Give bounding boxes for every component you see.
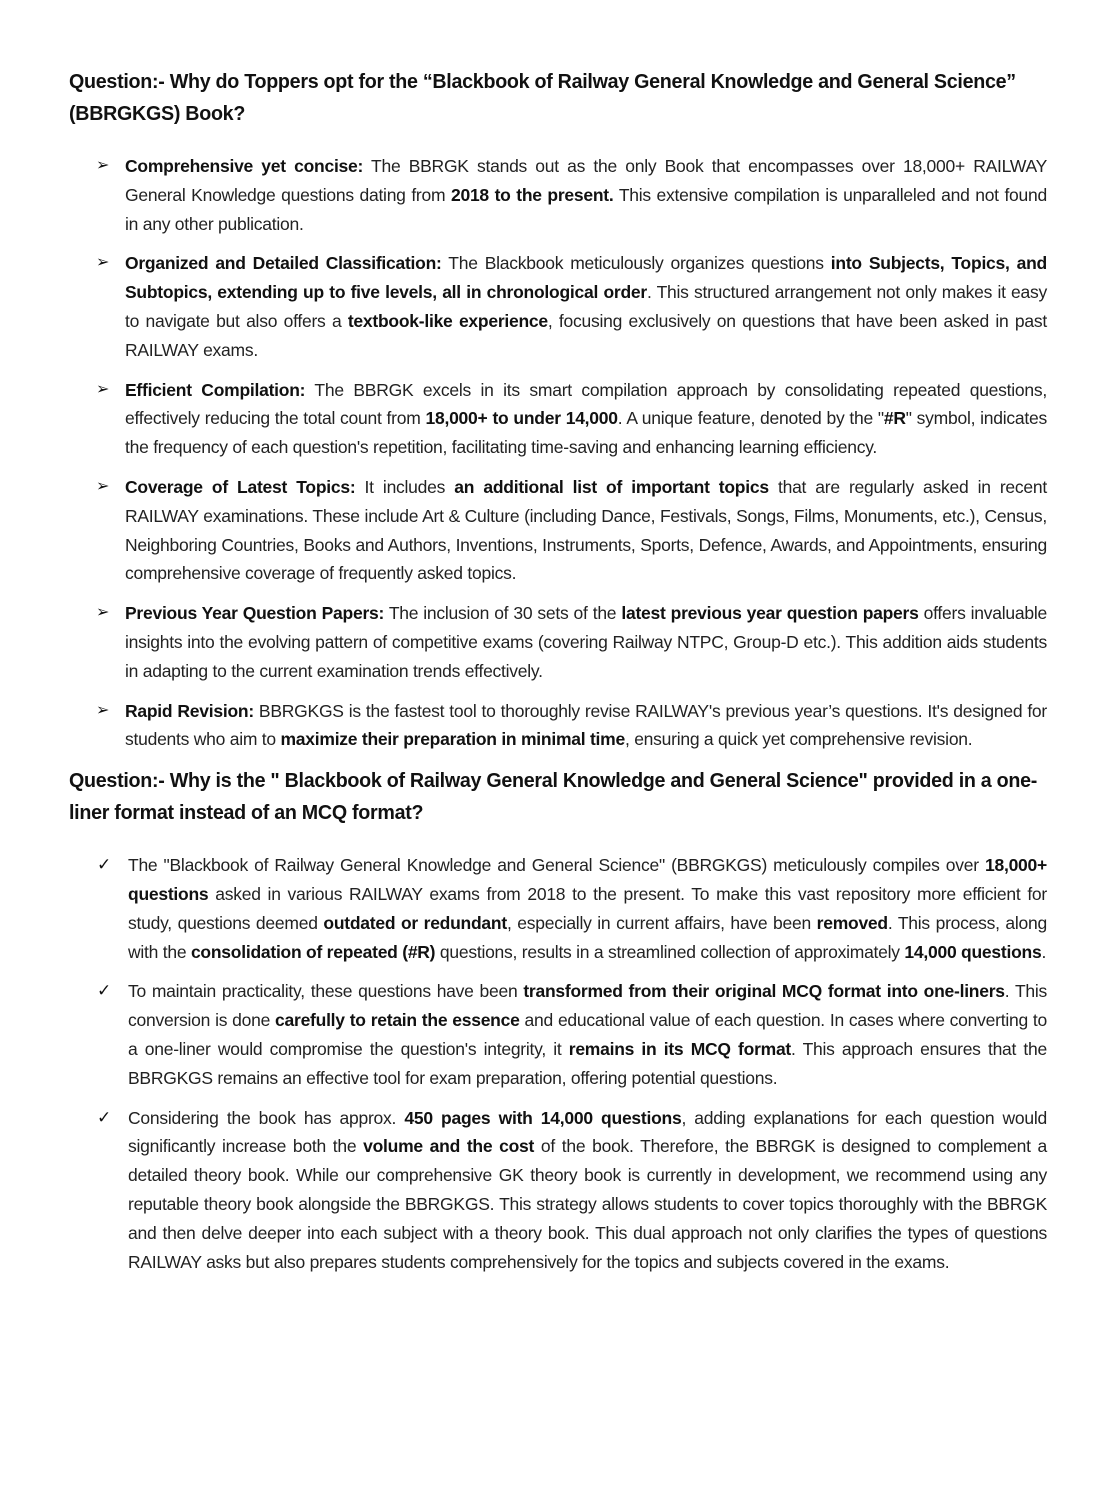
bold-text: 450 pages with 14,000 questions bbox=[404, 1107, 682, 1128]
bold-text: 14,000 questions bbox=[904, 941, 1042, 962]
bold-text: maximize their preparation in minimal time bbox=[280, 729, 625, 750]
body-text: questions, results in a streamlined collection of approximately bbox=[435, 941, 905, 962]
body-text: , adding explanations for each question would significantly increase both the bbox=[128, 1107, 1047, 1157]
body-text: Considering the book has approx. bbox=[128, 1107, 405, 1128]
bold-text: removed bbox=[816, 912, 888, 933]
checkmark-bullet-icon: ✓ bbox=[97, 981, 111, 1001]
list-item bbox=[69, 851, 1047, 966]
body-text: The BBRGK excels in its smart compilation approach by consolidating repeated questions, effectively reducing the total count from bbox=[125, 379, 1047, 429]
bold-text: into Subjects, Topics, and Subtopics, extending up to five levels, all in chronological order bbox=[125, 253, 1047, 303]
checkmark-bullet-icon: ✓ bbox=[97, 1107, 111, 1127]
arrowhead-bullet-icon: ➢ bbox=[96, 604, 110, 622]
body-text: BBRGKGS is the fastest tool to thoroughly revise RAILWAY's previous year’s questions. It's designed for students who aim to bbox=[125, 700, 1047, 750]
bold-text: outdated or redundant bbox=[323, 912, 507, 933]
body-text: . bbox=[1041, 941, 1047, 962]
list-item bbox=[69, 977, 1047, 1092]
bold-text: transformed from their original MCQ format into one-liners bbox=[523, 981, 1005, 1002]
body-text: The "Blackbook of Railway General Knowledge and General Science" (BBRGKGS) meticulously compiles over bbox=[128, 855, 985, 876]
bold-text: remains in its MCQ format bbox=[568, 1038, 791, 1059]
question-heading-one-liner-format: Question:- Why is the " Blackbook of Railway General Knowledge and General Science" provided in a one-liner format instead of an MCQ format? bbox=[69, 769, 1038, 825]
bold-text: #R bbox=[883, 408, 906, 429]
bold-text: latest previous year question papers bbox=[621, 603, 919, 624]
feature-bullet-list bbox=[69, 152, 1047, 754]
body-text: . A unique feature, denoted by the " bbox=[617, 408, 884, 429]
body-text: , ensuring a quick yet comprehensive revision. bbox=[624, 729, 973, 750]
body-text: The BBRGK stands out as the only Book that encompasses over 18,000+ RAILWAY General Knowledge questions dating from bbox=[125, 156, 1047, 205]
body-text: that are regularly asked in recent RAILWAY examinations. These include Art & Culture (including Dance, Festivals, Songs, Films, Monuments, etc.), Census, Neighboring Countries, Books and Authors, Inventions, Instruments, Sports, Defence, Awards, and Appointments, ensuring comprehensive coverage of frequently asked topics. bbox=[125, 476, 1047, 584]
body-text: The inclusion of 30 sets of the bbox=[384, 603, 622, 624]
body-text: The Blackbook meticulously organizes questions bbox=[441, 253, 831, 274]
bold-text: carefully to retain the essence bbox=[275, 1010, 520, 1031]
bold-text: Rapid Revision: bbox=[125, 700, 254, 721]
bold-text: 18,000+ to under 14,000 bbox=[425, 408, 618, 429]
arrowhead-bullet-icon: ➢ bbox=[96, 157, 110, 174]
list-item bbox=[69, 473, 1047, 588]
list-item bbox=[69, 249, 1047, 364]
bold-text: 18,000+ questions bbox=[128, 855, 1047, 904]
body-text: It includes bbox=[355, 476, 455, 497]
document-page bbox=[69, 66, 1047, 1287]
body-text: . This conversion is done bbox=[128, 981, 1048, 1031]
list-item bbox=[69, 376, 1047, 462]
body-text: of the book. Therefore, the BBRGK is designed to complement a detailed theory book. While our comprehensive GK theory book is currently in development, we recommend using any reputable theory book alongside the BBRGKGS. This strategy allows students to cover topics thoroughly with the BBRGK and then delve deeper into each subject with a theory book. This dual approach not only clarifies the types of questions RAILWAY asks but also prepares students comprehensively for the topics and subjects covered in the exams. bbox=[128, 1136, 1047, 1272]
list-item bbox=[69, 152, 1047, 238]
bold-text: 2018 to the present. bbox=[450, 184, 614, 205]
question-heading-toppers: Question:- Why do Toppers opt for the “Blackbook of Railway General Knowledge and General Science” (BBRGKGS) Book? bbox=[69, 70, 1016, 125]
list-item bbox=[69, 599, 1047, 685]
bold-text: textbook-like experience bbox=[347, 310, 548, 331]
body-text: " symbol, indicates the frequency of each question's repetition, facilitating time-saving and enhancing learning efficiency. bbox=[125, 408, 1047, 458]
checkmark-bullet-icon: ✓ bbox=[97, 855, 111, 875]
bold-text: Coverage of Latest Topics: bbox=[125, 476, 356, 497]
body-text: . This approach ensures that the BBRGKGS remains an effective tool for exam preparation, offering potential questions. bbox=[128, 1038, 1047, 1088]
bold-text: Comprehensive yet concise: bbox=[125, 156, 364, 176]
body-text: , focusing exclusively on questions that have been asked in past RAILWAY exams. bbox=[125, 310, 1048, 360]
list-item bbox=[69, 697, 1047, 755]
body-text: offers invaluable insights into the evolving pattern of competitive exams (covering Railway NTPC, Group-D etc.). This addition aids students in adapting to the current examination trends effectively. bbox=[125, 603, 1047, 681]
body-text: asked in various RAILWAY exams from 2018 to the present. To make this vast repository more efficient for study, questions deemed bbox=[128, 883, 1047, 933]
bold-text: Organized and Detailed Classification: bbox=[125, 253, 442, 274]
body-text: This extensive compilation is unparalleled and not found in any other publication. bbox=[125, 184, 1047, 234]
arrowhead-bullet-icon: ➢ bbox=[96, 477, 110, 495]
bold-text: an additional list of important topics bbox=[454, 476, 769, 497]
body-text: . This structured arrangement not only makes it easy to navigate but also offers a bbox=[125, 282, 1047, 331]
arrowhead-bullet-icon: ➢ bbox=[96, 254, 110, 272]
bold-text: volume and the cost bbox=[363, 1136, 535, 1157]
reason-checklist bbox=[69, 851, 1047, 1276]
bold-text: Efficient Compilation: bbox=[125, 379, 306, 400]
body-text: and educational value of each question. In cases where converting to a one-liner would compromise the question's integrity, it bbox=[128, 1010, 1047, 1059]
arrowhead-bullet-icon: ➢ bbox=[96, 701, 110, 719]
bold-text: consolidation of repeated (#R) bbox=[190, 941, 436, 962]
arrowhead-bullet-icon: ➢ bbox=[96, 380, 110, 398]
body-text: , especially in current affairs, have been bbox=[506, 912, 817, 933]
body-text: . This process, along with the bbox=[128, 912, 1047, 962]
list-item bbox=[69, 1104, 1047, 1277]
body-text: To maintain practicality, these questions have been bbox=[128, 981, 524, 1002]
bold-text: Previous Year Question Papers: bbox=[125, 603, 385, 624]
